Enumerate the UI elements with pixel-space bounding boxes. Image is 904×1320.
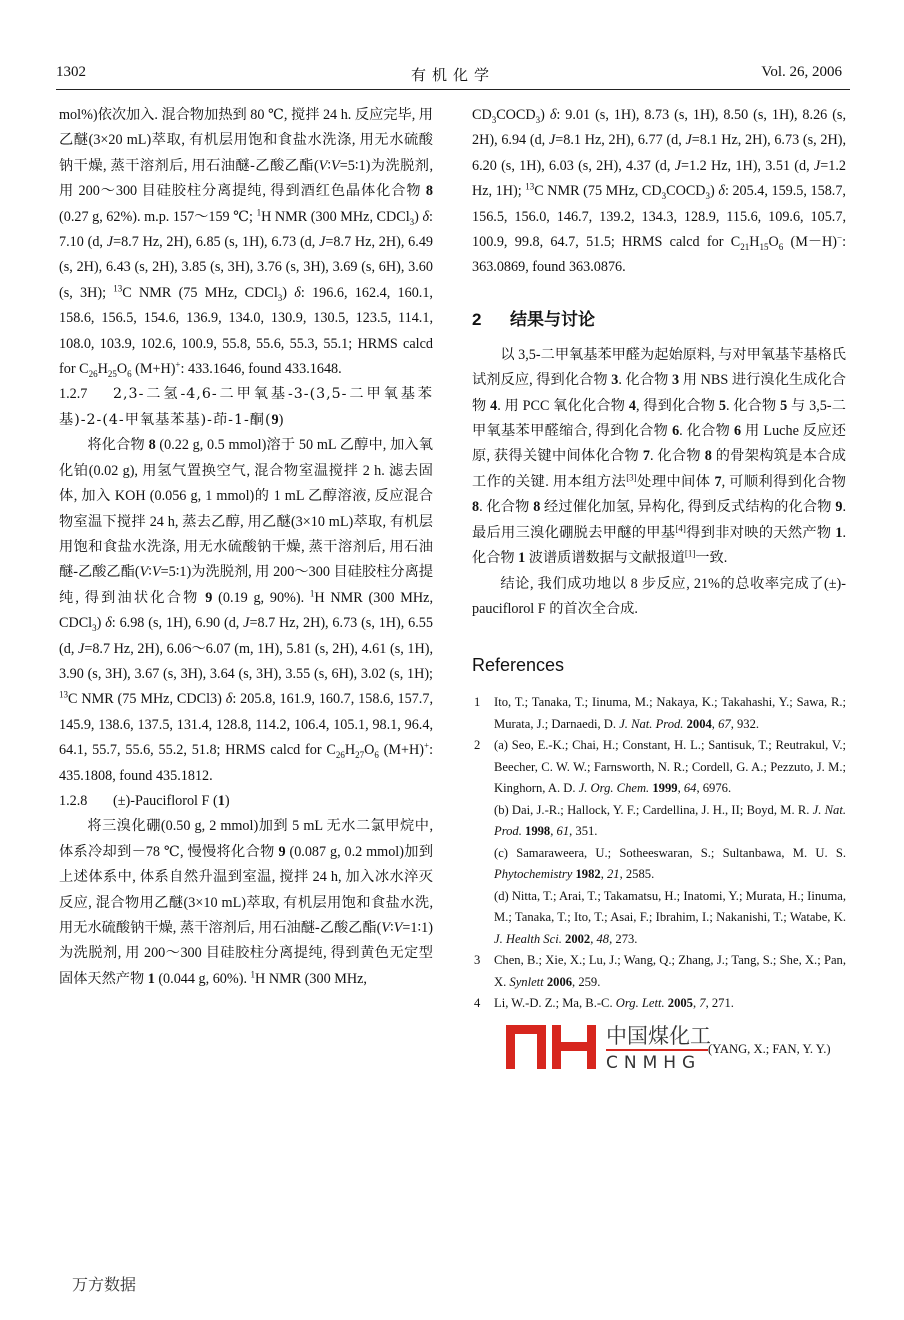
citation-4[interactable]: [4] [675,522,686,533]
reference-entry: Ito, T.; Tanaka, T.; Iinuma, M.; Nakaya, K.; Takahashi, Y.; Sawa, R.; Murata, J.; Darnaedi, D. J. Nat. Prod. 2004, 67, 932. [494,695,846,731]
reference-entry: Li, W.-D. Z.; Ma, B.-C. Org. Lett. 2005, 7, 271. [494,996,734,1011]
reference-year: 1982 [575,867,601,882]
header-rule [56,89,850,90]
editor-credit: (YANG, X.; FAN, Y. Y.) [708,1041,831,1056]
reference-pages: 6976. [702,781,732,796]
reference-journal: Synlett [509,974,544,989]
watermark-row [472,1017,846,1073]
reference-journal: J. Nat. Prod. [494,802,847,839]
reference-entry: (c) Samaraweera, U.; Sotheeswaran, S.; Sultanbawa, M. U. S. Phytochemistry 1982, 21, 2585. [494,845,846,882]
reference-number: 2 [474,738,481,753]
logo-en-text: CNMHG [606,1052,702,1069]
reference-pages: 259. [578,974,601,989]
volume-info: Vol. 26, 2006 [761,64,842,80]
reference-volume: 61 [556,824,570,839]
reference-volume: 7 [699,996,706,1011]
reference-authors: (b) Dai, J.-R.; Hallock, Y. F.; Cardellina, J. H., II; Boyd, M. R. [494,802,813,817]
paragraph-compound-1-data: $CD_3COCD_3$) δ: 9.01 (s, 1H), 8.73 (s, 1H), 8.50 (s, 1H), 8.26 (s, 2H), 6.94 (d, J=8.1 Hz, 2H), 6.77 (d, J=8.1 Hz, 2H), 6.73 (s, 2H), 6.20 (s, 1H), 6.03 (s, 2H), 4.37 (d, J=1.2 Hz, 1H), 3.51 (d, J=1.2 Hz, 1H); $^{13}$C NMR (75 MHz, $CD_3COCD_3$) δ: 205.4, 159.5, 158.7, 156.5, 156.0, 146.7, 139.2, 134.3, 128.9, 115.6, 109.6, 105.7, 100.9, 99.8, 64.7, 51.5; HRMS calcd for $C_{21}H_{15}O_6$ (M－H)−: 363.0869, found 363.0876. [472,107,847,276]
reference-item [472,950,846,993]
paragraph-pauciflorol-procedure: 将三溴化硼(0.50 g, 2 mmol)加到 5 mL 无水二氯甲烷中, 体系冷却到－78 ℃, 慢慢将化合物 9 (0.087 g, 0.2 mmol)加到上述体系中, 体系自然升温到室温, 搅拌 24 h, 加入冰水淬灭反应, 混合物用乙醚(3×10 mL)萃取, 有机层用饱和食盐水洗, 用无水硫酸钠干燥, 蒸干溶剂后, 用石油醚-乙酸乙酯(V∶V=1∶1)为洗脱剂, 用 200～300 目硅胶柱分离提纯, 得到黄色无定型固体天然产物 1 (0.044 g, 60%). $^1$H NMR (300 MHz, [59,818,434,987]
subsection-heading-1-2-8: 1.2.8 (±)-Pauciflorol F (1) [59,792,230,809]
reference-year: 1999 [652,781,678,796]
reference-entry: (b) Dai, J.-R.; Hallock, Y. F.; Cardellina, J. H., II; Boyd, M. R. J. Nat. Prod. 1998, 61, 351. [494,802,847,839]
logo-underline [606,1049,708,1051]
reference-journal: J. Org. Chem. [578,781,650,796]
reference-volume: 64 [683,781,697,796]
page-number: 1302 [56,64,86,80]
reference-journal: J. Nat. Prod. [619,716,684,731]
reference-item [472,735,846,950]
references-heading: References [472,655,565,676]
footer-source: 万方数据 [72,1275,137,1294]
reference-journal: J. Health Sci. [494,931,562,946]
reference-authors: (c) Samaraweera, U.; Sotheeswaran, S.; Sultanbawa, M. U. S. [494,845,846,860]
reference-year: 1998 [525,824,551,839]
reference-list [472,692,846,1015]
reference-year: 2005 [667,996,693,1011]
logo-cn-text: 中国煤化工 [606,1023,711,1048]
paragraph-results: 以 3,5-二甲氧基苯甲醛为起始原料, 与对甲氧基苄基格氏试剂反应, 得到化合物 3. 化合物 3 用 NBS 进行溴化生成化合物 4. 用 PCC 氧化化合物 4, 得到化合物 5. 化合物 5 与 3,5-二甲氧基苯甲醛缩合, 得到化合物 6. 化合物 6 用 Luche 反应还原, 获得关键中间体化合物 7. 化合物 8 的骨架构筑是本合成工作的关键. 用本组方法[3]处理中间体 7, 可顺利得到化合物 8. 化合物 8 经过催化加氢, 异构化, 得到反式结构的化合物 9. 最后用三溴化硼脱去甲醚的甲基[4]得到非对映的天然产物 1. 化合物 1 波谱质谱数据与文献报道[1]一致. [472,346,846,567]
reference-pages: 2585. [625,867,655,882]
reference-year: 2006 [546,974,573,989]
reference-authors: Chen, B.; Xie, X.; Lu, J.; Wang, Q.; Zhang, J.; Tang, S.; She, X.; Pan, X. [494,953,846,989]
citation-1[interactable]: [1] [684,548,696,559]
reference-journal: Org. Lett. [615,996,665,1011]
reference-authors: (d) Nitta, T.; Arai, T.; Takamatsu, H.; Inatomi, Y.; Murata, H.; Iinuma, M.; Tanaka, T.; Ito, T.; Asai, F.; Ibrahim, I.; Nakanishi, T.; Watabe, K. [494,888,846,925]
citation-3[interactable]: [3] [626,472,637,483]
reference-year: 2002 [565,931,591,946]
logo-mark-icon [506,1025,596,1069]
reference-number: 4 [474,996,481,1011]
right-column [472,103,846,1073]
reference-pages: 932. [736,716,760,731]
reference-volume: 48 [596,931,610,946]
reference-item [472,692,846,735]
reference-volume: 67 [718,716,731,731]
reference-volume: 21 [606,867,620,882]
paragraph-conclusion: 结论, 我们成功地以 8 步反应, 21%的总收率完成了(±)-pauciflorol F 的首次全合成. [472,575,846,617]
section-heading-results: 2 结果与讨论 [472,309,595,329]
journal-name: 有机化学 [410,66,495,84]
reference-year: 2004 [686,716,712,731]
reference-authors: (a) Seo, E.-K.; Chai, H.; Constant, H. L.; Santisuk, T.; Reutrakul, V.; Beecher, C. W. W.; Farnsworth, N. R.; Cordell, G. A.; Pezzuto, J. M.; Kinghorn, A. D. [494,738,846,796]
paragraph-compound-9-procedure: 将化合物 8 (0.22 g, 0.5 mmol)溶于 50 mL 乙醇中, 加入氧化铂(0.02 g), 用氢气置换空气, 混合物室温搅拌 2 h. 滤去固体, 加入 KOH (0.056 g, 1 mmol)的 1 mL 乙醇溶液, 反应混合物室温下搅拌 24 h, 蒸去乙醇, 用乙醚(3×10 mL)萃取, 有机层用饱和食盐水洗涤, 用无水硫酸钠干燥, 蒸干溶剂后, 用石油醚-乙酸乙酯(V∶V=5∶1)为洗脱剂, 用 200～300 目硅胶柱分离提纯, 得到油状化合物 9 (0.19 g, 90%). $^1$H NMR (300 MHz, CDCl$_3$) δ: 6.98 (s, 1H), 6.90 (d, J=8.7 Hz, 2H), 6.73 (s, 1H), 6.55 (d, J=8.7 Hz, 2H), 6.06～6.07 (m, 1H), 5.81 (s, 2H), 4.61 (s, 1H), 3.90 (s, 3H), 3.67 (s, 3H), 3.64 (s, 3H), 3.55 (s, 6H), 3.02 (s, 1H); $^{13}$C NMR (75 MHz, CDCl3) δ: 205.8, 161.9, 160.7, 158.6, 157.7, 145.9, 138.6, 137.5, 131.4, 128.8, 114.2, 106.4, 105.1, 98.1, 96.4, 64.1, 55.7, 55.6, 55.2, 51.8; HRMS calcd for $C_{26}H_{27}O_6$ (M+H)+: 435.1808, found 435.1812. [59,437,434,784]
reference-pages: 351. [575,824,598,839]
reference-entry: (a) Seo, E.-K.; Chai, H.; Constant, H. L.; Santisuk, T.; Reutrakul, V.; Beecher, C. W. W.; Farnsworth, N. R.; Cordell, G. A.; Pezzuto, J. M.; Kinghorn, A. D. J. Org. Chem. 1999, 64, 6976. [494,738,846,796]
reference-authors: Ito, T.; Tanaka, T.; Iinuma, M.; Nakaya, K.; Takahashi, Y.; Sawa, R.; Murata, J.; Darnaedi, D. [494,695,846,731]
reference-authors: Li, W.-D. Z.; Ma, B.-C. [494,996,616,1011]
reference-number: 1 [474,695,481,710]
reference-item [472,993,846,1015]
reference-number: 3 [474,953,481,968]
left-column [59,103,433,992]
reference-entry: Chen, B.; Xie, X.; Lu, J.; Wang, Q.; Zhang, J.; Tang, S.; She, X.; Pan, X. Synlett 2006, 259. [494,953,846,989]
paragraph-compound-8-data: mol%)依次加入. 混合物加热到 80 ℃, 搅拌 24 h. 反应完毕, 用乙醚(3×20 mL)萃取, 有机层用饱和食盐水洗涤, 用无水硫酸钠干燥, 蒸干溶剂后, 用石油醚-乙酸乙酯(V∶V=5∶1)为洗脱剂, 用 200～300 目硅胶柱分离提纯, 得到酒红色晶体化合物 8 (0.27 g, 62%). m.p. 157～159 ℃; $^1$H NMR (300 MHz, CDCl$_3$) δ: 7.10 (d, J=8.7 Hz, 2H), 6.85 (s, 1H), 6.73 (d, J=8.7 Hz, 2H), 6.49 (s, 2H), 6.43 (s, 2H), 3.85 (s, 3H), 3.76 (s, 3H), 3.69 (s, 6H), 3.60 (s, 3H); $^{13}$C NMR (75 MHz, CDCl$_3$) δ: 196.6, 162.4, 160.1, 158.6, 156.5, 154.6, 136.9, 134.0, 130.9, 130.5, 123.5, 114.1, 108.0, 103.9, 102.6, 100.9, 55.8, 55.6, 55.3, 55.1; HRMS calcd for $C_{26}H_{25}O_6$ (M+H)+: 433.1646, found 433.1648. [59,107,434,379]
reference-entry: (d) Nitta, T.; Arai, T.; Takamatsu, H.; Inatomi, Y.; Murata, H.; Iinuma, M.; Tanaka, T.; Ito, T.; Asai, F.; Ibrahim, I.; Nakanishi, T.; Watabe, K. J. Health Sci. 2002, 48, 273. [494,888,846,946]
running-header [56,60,850,84]
subsection-heading-1-2-7: 1.2.7 2,3-二氢-4,6-二甲氧基-3-(3,5-二甲氧基苯基)-2-(4-甲氧基苯基)-茚-1-酮(9) [59,386,433,428]
reference-journal: Phytochemistry [494,867,573,882]
reference-pages: 273. [615,931,638,946]
reference-pages: 271. [711,996,734,1011]
